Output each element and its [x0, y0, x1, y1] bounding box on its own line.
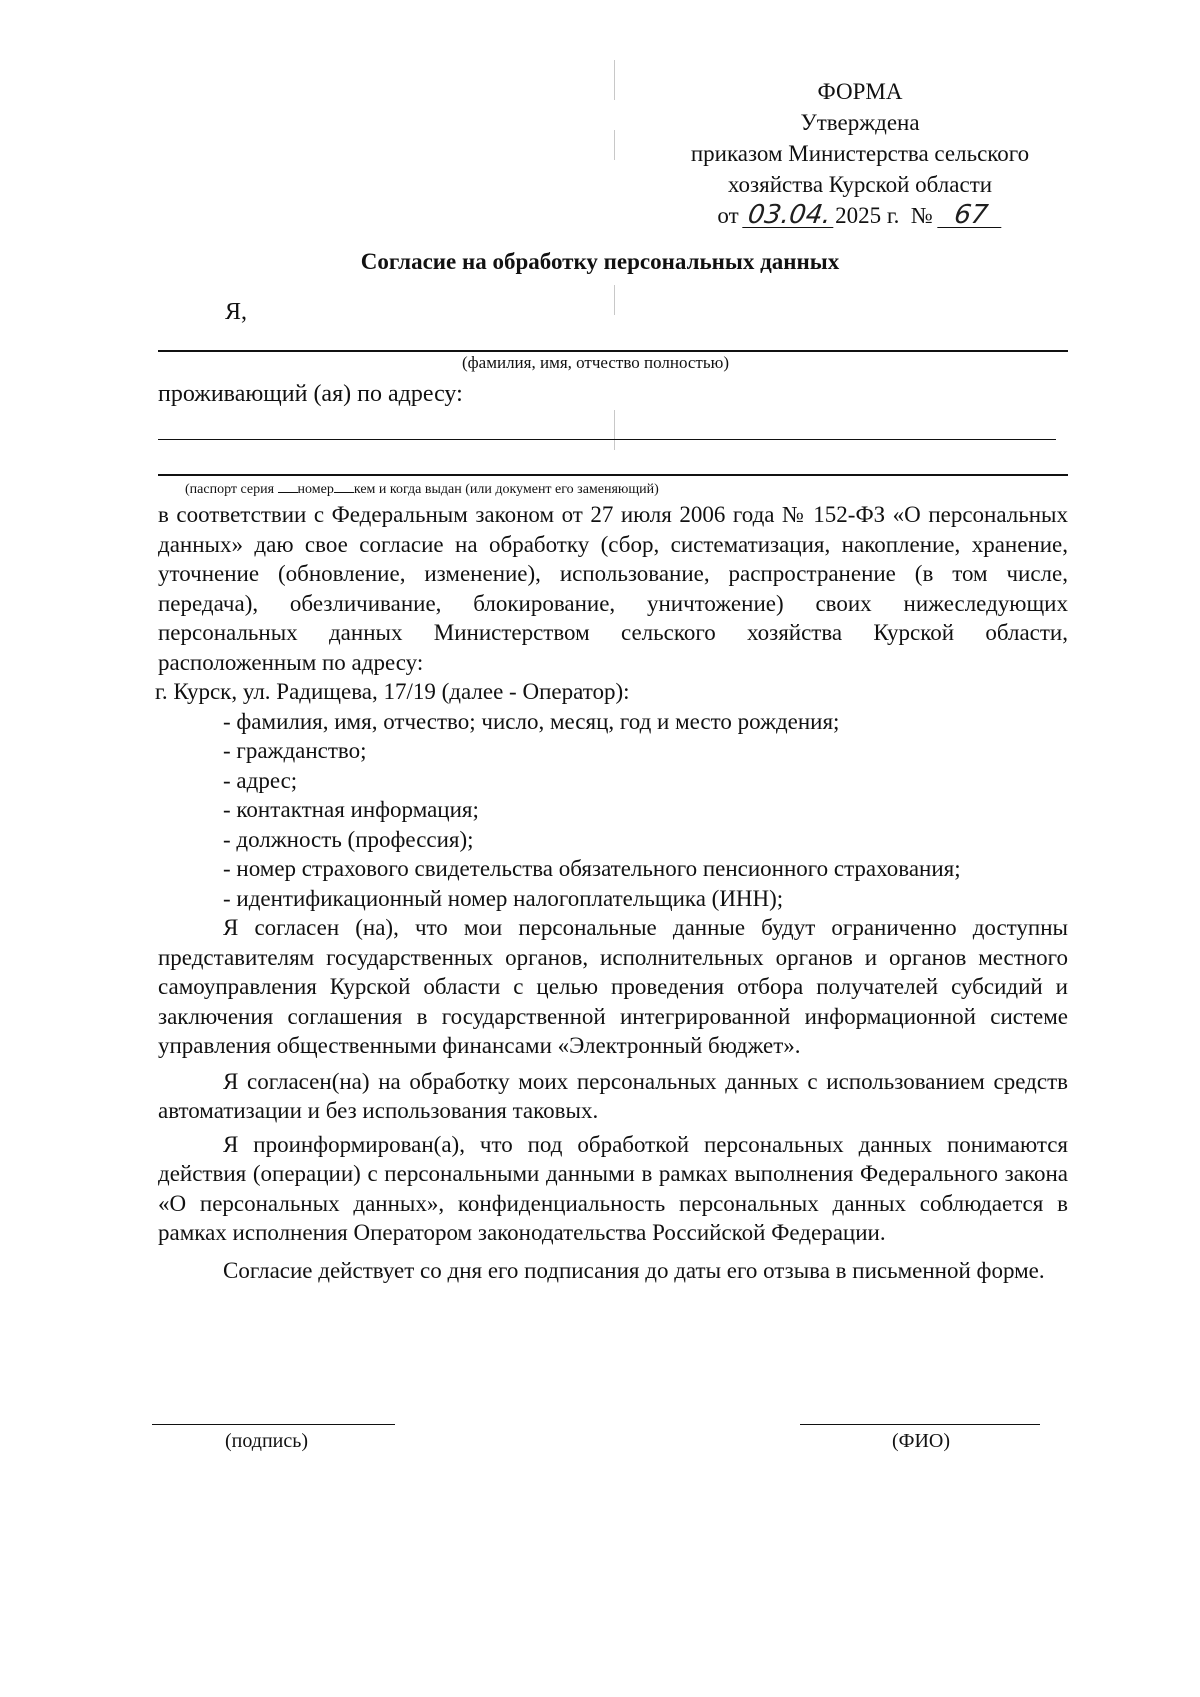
- list-item: - адрес;: [223, 767, 298, 793]
- passport-caption-number: номер: [297, 482, 334, 497]
- address-field-line[interactable]: [158, 439, 1056, 440]
- fio-signature-line[interactable]: [800, 1424, 1040, 1425]
- list-item: - гражданство;: [223, 738, 367, 763]
- order-date-line: [640, 200, 1080, 231]
- passport-field-line[interactable]: [158, 474, 1068, 476]
- blank-underline: [278, 482, 298, 493]
- signature-caption: (подпись): [225, 1430, 309, 1452]
- approval-header: [640, 76, 1080, 231]
- list-item: - контактная информация;: [223, 797, 479, 822]
- handwritten-number: 67: [937, 203, 1005, 228]
- paragraph-access: Я согласен (на), что мои персональные данные будут ограниченно доступны представителям государственных органов, исполнительных органов и органов местного самоуправления Курской области с целью проведения отбора получателей субсидий и заключения соглашения в государственной интегрированной информационной системе управления общественными финансами «Электронный бюджет».: [158, 915, 1068, 1058]
- approved-label: Утверждена: [800, 110, 920, 135]
- signature-line[interactable]: [152, 1424, 395, 1425]
- list-item: - идентификационный номер налогоплательщика (ИНН);: [223, 885, 784, 911]
- number-sign: №: [910, 203, 933, 228]
- order-line-1: приказом Министерства сельского: [690, 141, 1030, 166]
- order-line-2: хозяйства Курской области: [727, 172, 993, 197]
- passport-caption-issued: кем и когда выдан (или документ его заменяющий): [353, 482, 659, 497]
- handwritten-date: 03.04.: [743, 203, 837, 228]
- list-item: - номер страхового свидетельства обязательного пенсионного страхования;: [223, 856, 961, 881]
- paragraph-informed: Я проинформирован(а), что под обработкой персональных данных понимаются действия (операции) с персональными данными в рамках выполнения Федерального закона «О персональных данных», конфиденциальность персональных данных соблюдается в рамках исполнения Оператором законодательства Российской Федерации.: [158, 1131, 1068, 1245]
- form-label: ФОРМА: [817, 79, 903, 104]
- consent-body: [155, 500, 1068, 1285]
- scan-artifact: [614, 60, 615, 100]
- address-label: проживающий (ая) по адресу:: [158, 381, 463, 407]
- date-year: 2025 г.: [835, 203, 900, 228]
- paragraph-legal-basis: в соответствии с Федеральным законом от 27 июля 2006 года № 152-ФЗ «О персональных данных» даю свое согласие на обработку (сбор, систематизация, накопление, хранение, уточнение (обновление, изменение), использование, распространение (в том числе, передача), обезличивание, блокирование, уничтожение) своих нижеследующих персональных данных Министерством сельского хозяйства Курской области, расположенным по адресу:: [158, 502, 1068, 675]
- blank-underline: [334, 482, 354, 493]
- document-title: Согласие на обработку персональных данных: [360, 249, 840, 274]
- paragraph-validity: Согласие действует со дня его подписания до даты его отзыва в письменной форме.: [223, 1257, 1045, 1283]
- list-item: - должность (профессия);: [223, 826, 474, 852]
- list-item: - фамилия, имя, отчество; число, месяц, год и место рождения;: [223, 708, 840, 734]
- scan-artifact: [614, 285, 615, 315]
- passport-caption: [185, 481, 659, 499]
- fio-field-line[interactable]: [158, 350, 1068, 352]
- paragraph-automation: Я согласен(на) на обработку моих персональных данных с использованием средств автоматизации и без использования таковых.: [158, 1068, 1068, 1123]
- fio-caption: (фамилия, имя, отчество полностью): [462, 353, 729, 372]
- operator-address: г. Курск, ул. Радищева, 17/19 (далее - Оператор):: [155, 679, 630, 704]
- date-prefix: от: [717, 203, 739, 228]
- personal-data-list: [158, 707, 1068, 914]
- fio-signature-caption: (ФИО): [892, 1430, 951, 1452]
- passport-caption-series: (паспорт серия: [185, 482, 278, 497]
- ya-label: Я,: [225, 299, 248, 325]
- scan-artifact: [614, 130, 615, 160]
- scan-artifact: [614, 410, 615, 450]
